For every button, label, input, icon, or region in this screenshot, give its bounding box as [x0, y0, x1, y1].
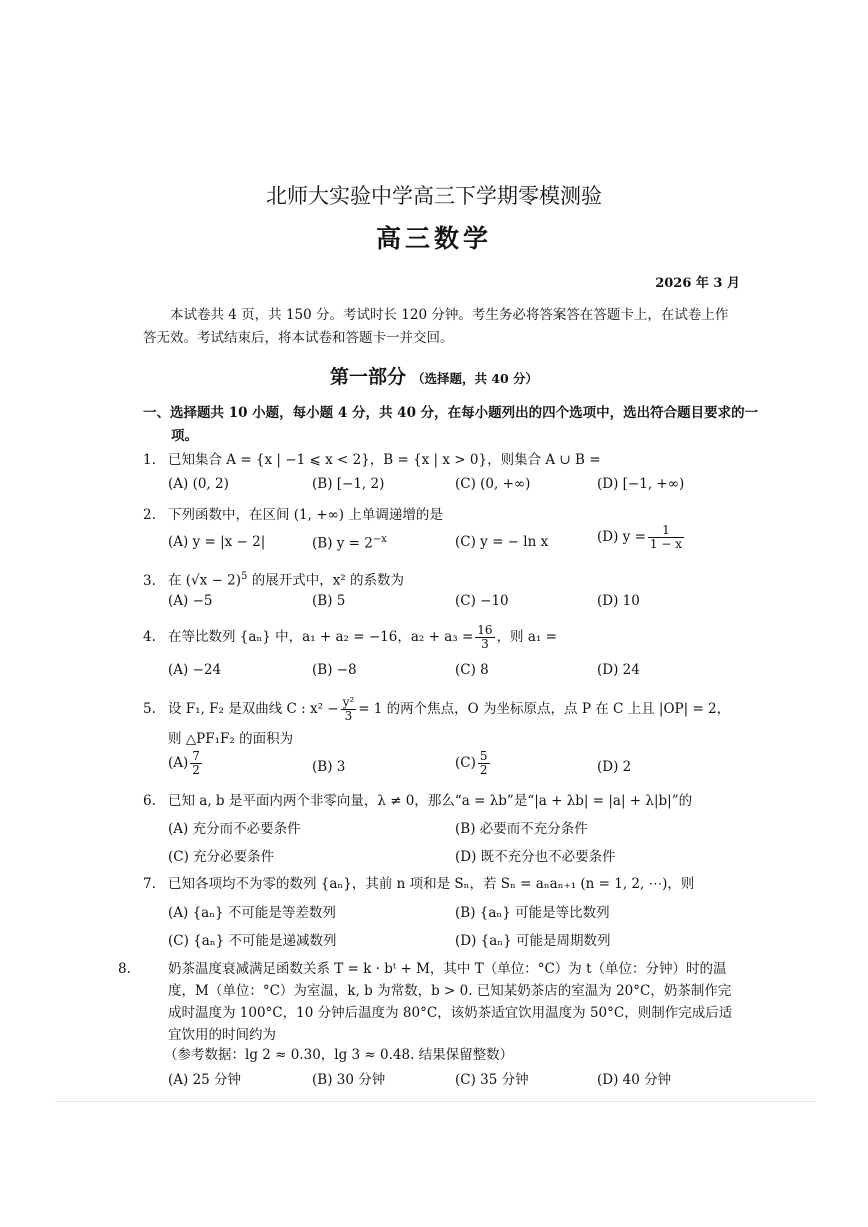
option-b: (B) [−1, 2)	[312, 476, 385, 492]
school-title: 北师大实验中学高三下学期零模测验	[266, 184, 602, 208]
question-number: 1.	[143, 452, 156, 468]
option-d-fraction	[648, 524, 684, 551]
question-6-stem	[143, 790, 738, 812]
part-heading	[0, 362, 868, 389]
option-c: (C) 充分必要条件	[168, 849, 275, 865]
exam-date: 2026 年 3 月	[655, 276, 740, 291]
option-d: (D) 40 分钟	[597, 1072, 672, 1088]
option-b: (B) {aₙ} 可能是等比数列	[455, 905, 610, 921]
fraction-numerator: 5	[479, 749, 488, 763]
option-b-exponent: −x	[372, 534, 387, 545]
fraction-denominator: 2	[192, 763, 200, 777]
question-number: 5.	[143, 701, 156, 717]
question-number: 6.	[143, 793, 156, 809]
option-c: (C) (0, +∞)	[455, 476, 531, 492]
question-number: 8.	[118, 961, 131, 977]
question-number: 2.	[143, 507, 156, 523]
question-5-stem-line2: 则 △PF₁F₂ 的面积为	[168, 731, 294, 747]
option-d: (D) 既不充分也不必要条件	[455, 849, 616, 865]
option-a-label: (A)	[168, 755, 189, 771]
question-text-tail: ，则 a₁ =	[496, 629, 557, 645]
question-text: 已知 a, b 是平面内两个非零向量，λ ≠ 0，那么“a = λb”是“|a + λb| = |a| + λ|b|”的	[168, 793, 693, 809]
question-3-stem	[143, 566, 738, 592]
option-c	[455, 750, 492, 777]
question-1-stem	[143, 449, 738, 471]
option-c: (C) {aₙ} 不可能是递减数列	[168, 933, 337, 949]
option-a: (A) −5	[168, 593, 213, 609]
question-7-stem	[143, 873, 738, 895]
option-b: (B) 30 分钟	[312, 1072, 386, 1088]
option-a: (A) 25 分钟	[168, 1072, 242, 1088]
part-note: （选择题，共 40 分）	[411, 371, 539, 386]
option-a: (A) {aₙ} 不可能是等差数列	[168, 905, 336, 921]
option-c-fraction	[478, 750, 490, 777]
option-d: (D) [−1, +∞)	[597, 476, 685, 492]
option-d	[597, 524, 686, 551]
question-fraction	[341, 696, 357, 723]
option-a-fraction	[190, 750, 202, 777]
option-d-text: (D) y =	[597, 529, 646, 545]
question-fraction	[475, 624, 494, 651]
question-text: 设 F₁, F₂ 是双曲线 C : x² −	[168, 701, 339, 717]
option-b-text: (B) y = 2	[312, 535, 373, 552]
fraction-numerator: 16	[477, 623, 493, 637]
question-text: 奶茶温度衰减满足函数关系 T = k · bᵗ + M，其中 T（单位：°C）为 t（单位：分钟）时的温度，M（单位：°C）为室温，k, b 为常数，b > 0. 已知某奶茶店的室温为 20°C，奶茶制作完成时温度为 100°C，10 分钟后温度为 80°C，该奶茶适宜饮用温度为 50°C，则制作完成后适宜饮用的时间约为	[168, 961, 733, 1043]
option-d: (D) 2	[597, 759, 632, 775]
option-b	[312, 534, 387, 552]
question-4-stem	[143, 624, 738, 651]
option-d: (D) 10	[597, 593, 640, 609]
question-5-stem	[143, 696, 738, 723]
question-exponent: 5	[241, 571, 248, 582]
question-8-stem	[118, 958, 738, 1046]
question-text-tail: 的展开式中，x² 的系数为	[247, 572, 405, 589]
option-b: (B) 3	[312, 759, 346, 775]
option-c: (C) 35 分钟	[455, 1072, 529, 1088]
question-text: 在 (√x − 2)	[168, 572, 242, 589]
fraction-denominator: 1 − x	[649, 537, 682, 551]
section-heading: 一、选择题共 10 小题，每小题 4 分，共 40 分，在每小题列出的四个选项中，选出符合题目要求的一项。	[143, 405, 759, 444]
option-c: (C) −10	[455, 593, 509, 609]
option-a: (A) −24	[168, 662, 222, 678]
fraction-numerator: 1	[648, 524, 684, 538]
question-text-tail: = 1 的两个焦点，O 为坐标原点，点 P 在 C 上且 |OP| = 2，	[358, 701, 731, 717]
page-divider	[55, 1101, 815, 1102]
question-number: 3.	[143, 572, 156, 589]
fraction-denominator: 3	[344, 709, 353, 723]
question-2-stem	[143, 504, 738, 526]
exam-instructions: 本试卷共 4 页，共 150 分。考试时长 120 分钟。考生务必将答案答在答题卡上，在试卷上作答无效。考试结束后，将本试卷和答题卡一并交回。	[143, 307, 729, 346]
question-text: 已知各项均不为零的数列 {aₙ}，其前 n 项和是 Sₙ，若 Sₙ = aₙaₙ₊₁ (n = 1, 2, ⋯)，则	[168, 876, 695, 892]
question-text: 下列函数中，在区间 (1, +∞) 上单调递增的是	[168, 507, 443, 523]
part-title: 第一部分	[329, 366, 406, 388]
option-c: (C) y = − ln x	[455, 534, 549, 550]
fraction-denominator: 3	[481, 637, 489, 651]
question-number: 7.	[143, 876, 156, 892]
option-c-label: (C)	[455, 755, 476, 771]
fraction-denominator: 2	[479, 763, 488, 777]
option-a: (A) y = |x − 2|	[168, 534, 266, 550]
question-text: 已知集合 A = {x | −1 ⩽ x < 2}，B = {x | x > 0}，则集合 A ∪ B =	[168, 452, 601, 468]
fraction-numerator: 7	[192, 749, 200, 763]
option-b: (B) −8	[312, 662, 357, 678]
option-a	[168, 750, 204, 777]
option-c: (C) 8	[455, 662, 489, 678]
option-d: (D) {aₙ} 可能是周期数列	[455, 933, 611, 949]
fraction-numerator: y²	[342, 695, 355, 709]
option-b: (B) 必要而不充分条件	[455, 821, 588, 837]
question-text: 在等比数列 {aₙ} 中，a₁ + a₂ = −16，a₂ + a₃ =	[168, 629, 474, 645]
subject-title: 高三数学	[375, 224, 492, 253]
option-a: (A) (0, 2)	[168, 476, 229, 492]
question-number: 4.	[143, 629, 156, 645]
option-a: (A) 充分而不必要条件	[168, 821, 301, 837]
option-d: (D) 24	[597, 662, 640, 678]
question-8-reference-data: （参考数据：lg 2 ≈ 0.30，lg 3 ≈ 0.48. 结果保留整数）	[164, 1047, 514, 1063]
option-b: (B) 5	[312, 593, 346, 609]
